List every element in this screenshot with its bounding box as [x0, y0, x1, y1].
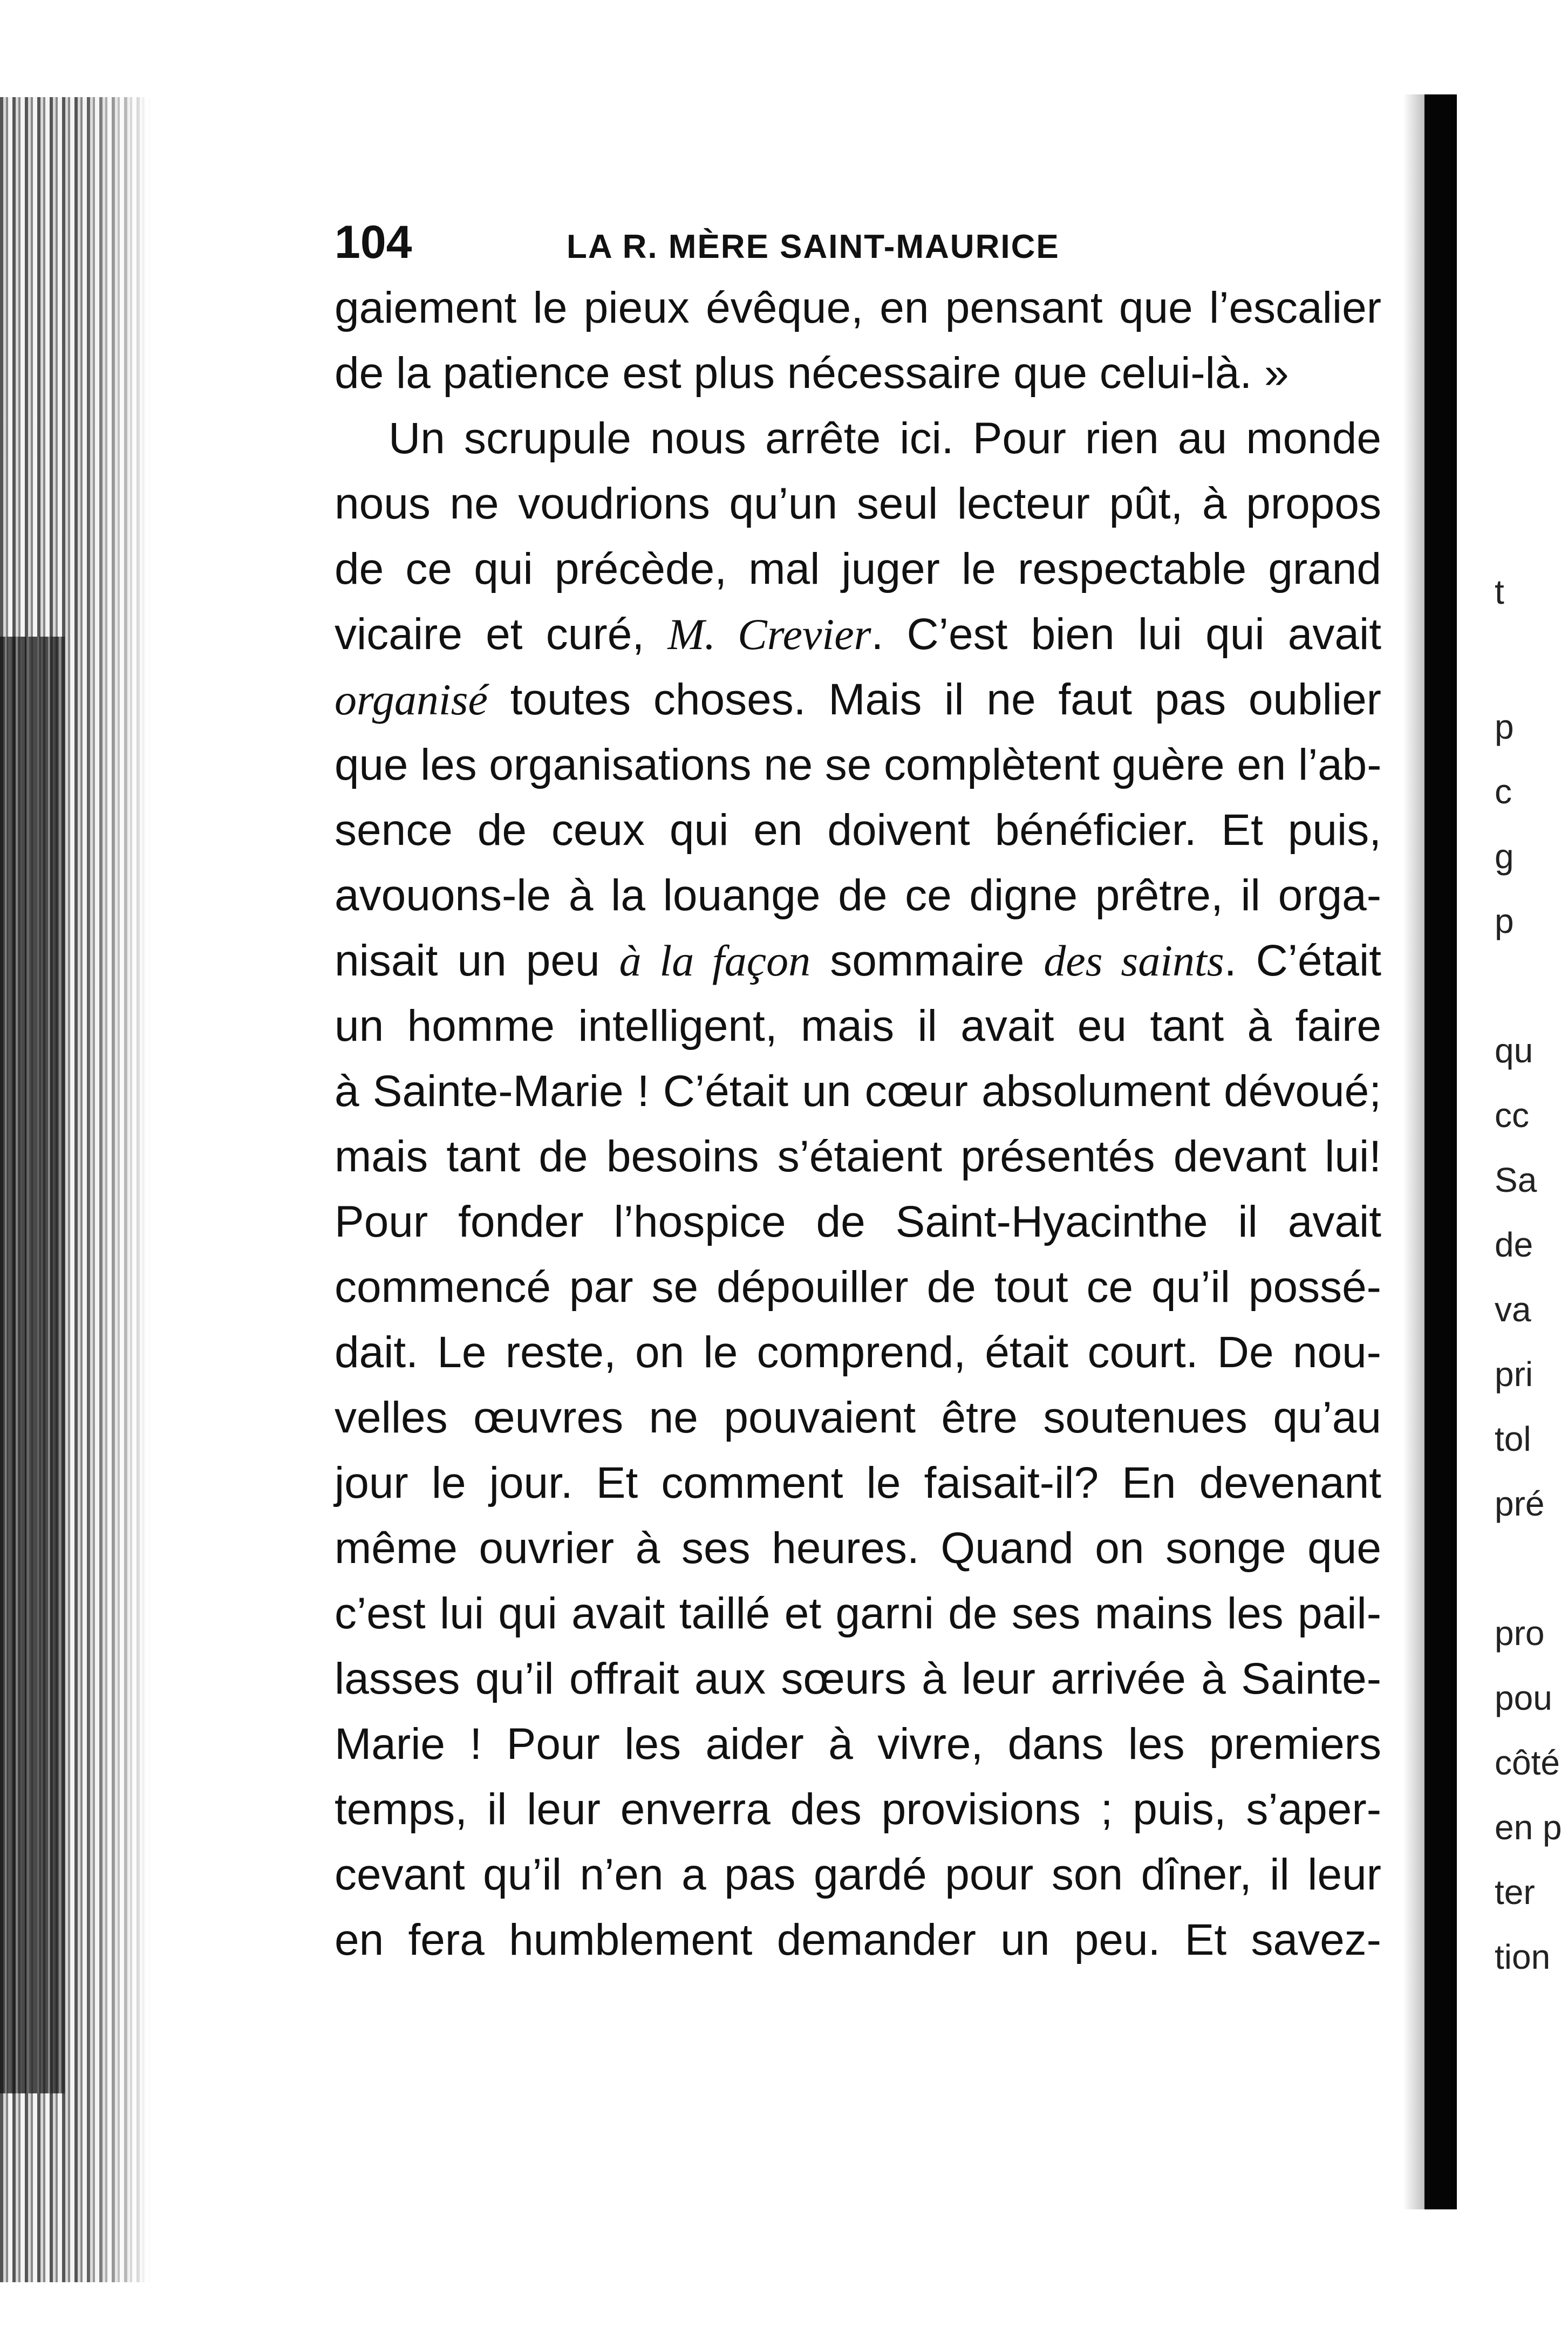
scan-gutter-dark-band	[0, 637, 65, 2093]
facing-fragment: tion	[1495, 1937, 1551, 1976]
facing-fragment: g	[1495, 837, 1514, 876]
facing-fragment: p	[1495, 902, 1514, 940]
facing-fragment: tol	[1495, 1420, 1531, 1458]
text-line: cevant qu’il n’en a pas gardé pour son dîner, il leur	[335, 1850, 1381, 1899]
text-line: nisait un peu à la façon sommaire des saints. C’était	[335, 936, 1382, 985]
text-line: c’est lui qui avait taillé et garni de ses mains les pail-	[335, 1589, 1381, 1638]
italic-phrase: des saints	[1044, 936, 1224, 985]
text-line: Pour fonder l’hospice de Saint-Hyacinthe il avait	[335, 1197, 1381, 1246]
facing-fragment: cc	[1495, 1096, 1529, 1135]
facing-fragment: Sa	[1495, 1161, 1537, 1199]
body-text	[335, 275, 1381, 1973]
facing-fragment: pro	[1495, 1614, 1545, 1653]
text-line: Un scrupule nous arrête ici. Pour rien au monde	[388, 414, 1381, 463]
page-header	[335, 216, 1381, 275]
text-line: mais tant de besoins s’étaient présentés devant lui!	[335, 1132, 1381, 1181]
text-line: lasses qu’il offrait aux sœurs à leur arrivée à Sainte-	[335, 1654, 1381, 1703]
facing-fragment: p	[1495, 707, 1514, 746]
text-line: un homme intelligent, mais il avait eu tant à faire	[335, 1001, 1381, 1050]
text-line: velles œuvres ne pouvaient être soutenues qu’au	[335, 1393, 1381, 1442]
running-head: LA R. MÈRE SAINT-MAURICE	[567, 228, 1060, 265]
text-line: commencé par se dépouiller de tout ce qu’il possé-	[335, 1263, 1381, 1312]
facing-fragment: c	[1495, 772, 1512, 811]
text-line: nous ne voudrions qu’un seul lecteur pût, à propos	[335, 479, 1381, 528]
text-line: que les organisations ne se complètent guère en l’ab-	[335, 740, 1382, 789]
text-line: de ce qui précède, mal juger le respectable grand	[335, 544, 1381, 593]
facing-fragment: pou	[1495, 1678, 1552, 1717]
page-number: 104	[335, 216, 412, 268]
binding-black-band	[1424, 94, 1457, 2209]
facing-fragment: pré	[1495, 1484, 1545, 1523]
text-line: vicaire et curé, M. Crevier. C’est bien lui qui avait	[335, 610, 1381, 659]
italic-phrase: à la façon	[619, 936, 811, 985]
text-line: à Sainte-Marie ! C’était un cœur absolument dévoué;	[335, 1067, 1381, 1116]
facing-fragment: qu	[1495, 1031, 1533, 1070]
text-line: de la patience est plus nécessaire que celui-là. »	[335, 349, 1289, 398]
text-line: en fera humblement demander un peu. Et savez-	[335, 1915, 1381, 1964]
text-line: jour le jour. Et comment le faisait-il? En devenant	[335, 1458, 1381, 1507]
text-line: organisé toutes choses. Mais il ne faut pas oublier	[335, 675, 1381, 724]
book-page	[335, 216, 1381, 1973]
facing-fragment: ter	[1495, 1873, 1535, 1912]
facing-fragment: en p	[1495, 1808, 1562, 1847]
facing-fragment: côté	[1495, 1743, 1560, 1782]
facing-fragment: va	[1495, 1290, 1531, 1329]
facing-fragment: pri	[1495, 1355, 1533, 1394]
text-line: gaiement le pieux évêque, en pensant que l’escalier	[335, 283, 1381, 332]
text-line: avouons-le à la louange de ce digne prêtre, il orga-	[335, 871, 1381, 920]
text-line: sence de ceux qui en doivent bénéficier. Et puis,	[335, 806, 1381, 855]
italic-name: M. Crevier	[667, 610, 871, 659]
facing-fragment: de	[1495, 1225, 1533, 1264]
facing-fragment: t	[1495, 572, 1504, 611]
text-line: même ouvrier à ses heures. Quand on songe que	[335, 1524, 1381, 1573]
italic-word: organisé	[335, 675, 488, 724]
text-line: temps, il leur enverra des provisions ; puis, s’aper-	[335, 1785, 1381, 1834]
binding-edge-shadow	[1403, 94, 1424, 2209]
text-line: Marie ! Pour les aider à vivre, dans les premiers	[335, 1719, 1381, 1769]
text-line: dait. Le reste, on le comprend, était court. De nou-	[335, 1328, 1381, 1377]
